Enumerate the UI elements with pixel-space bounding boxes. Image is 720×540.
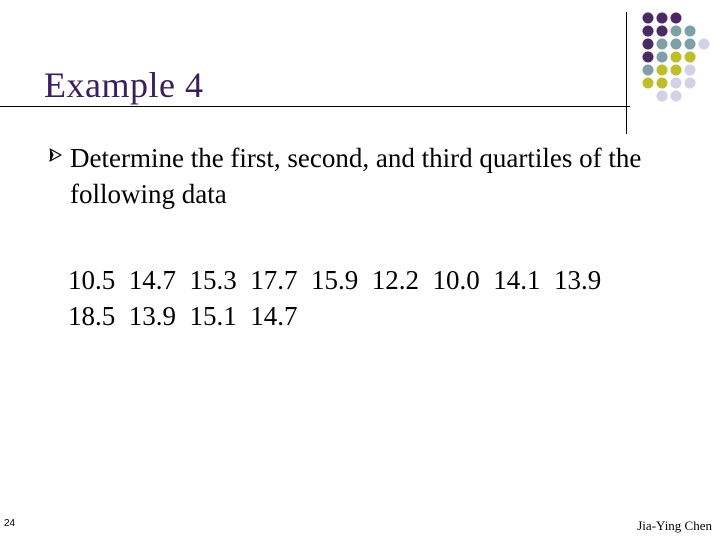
data-line-1: 10.5 14.7 15.3 17.7 15.9 12.2 10.0 14.1 13.9	[68, 265, 602, 295]
decorative-dot-grid	[640, 10, 720, 120]
data-line-2: 18.5 13.9 15.1 14.7	[68, 301, 298, 331]
bullet-text: Determine the first, second, and third quartiles of the following data	[70, 143, 642, 209]
title-underline	[0, 106, 630, 107]
slide-title: Example 4	[44, 65, 204, 105]
page-number: 24	[4, 518, 16, 529]
arrowhead-bullet-icon	[48, 148, 62, 162]
data-values	[68, 262, 708, 334]
vertical-divider	[626, 12, 627, 134]
author-footer: Jia-Ying Chen	[637, 518, 712, 533]
